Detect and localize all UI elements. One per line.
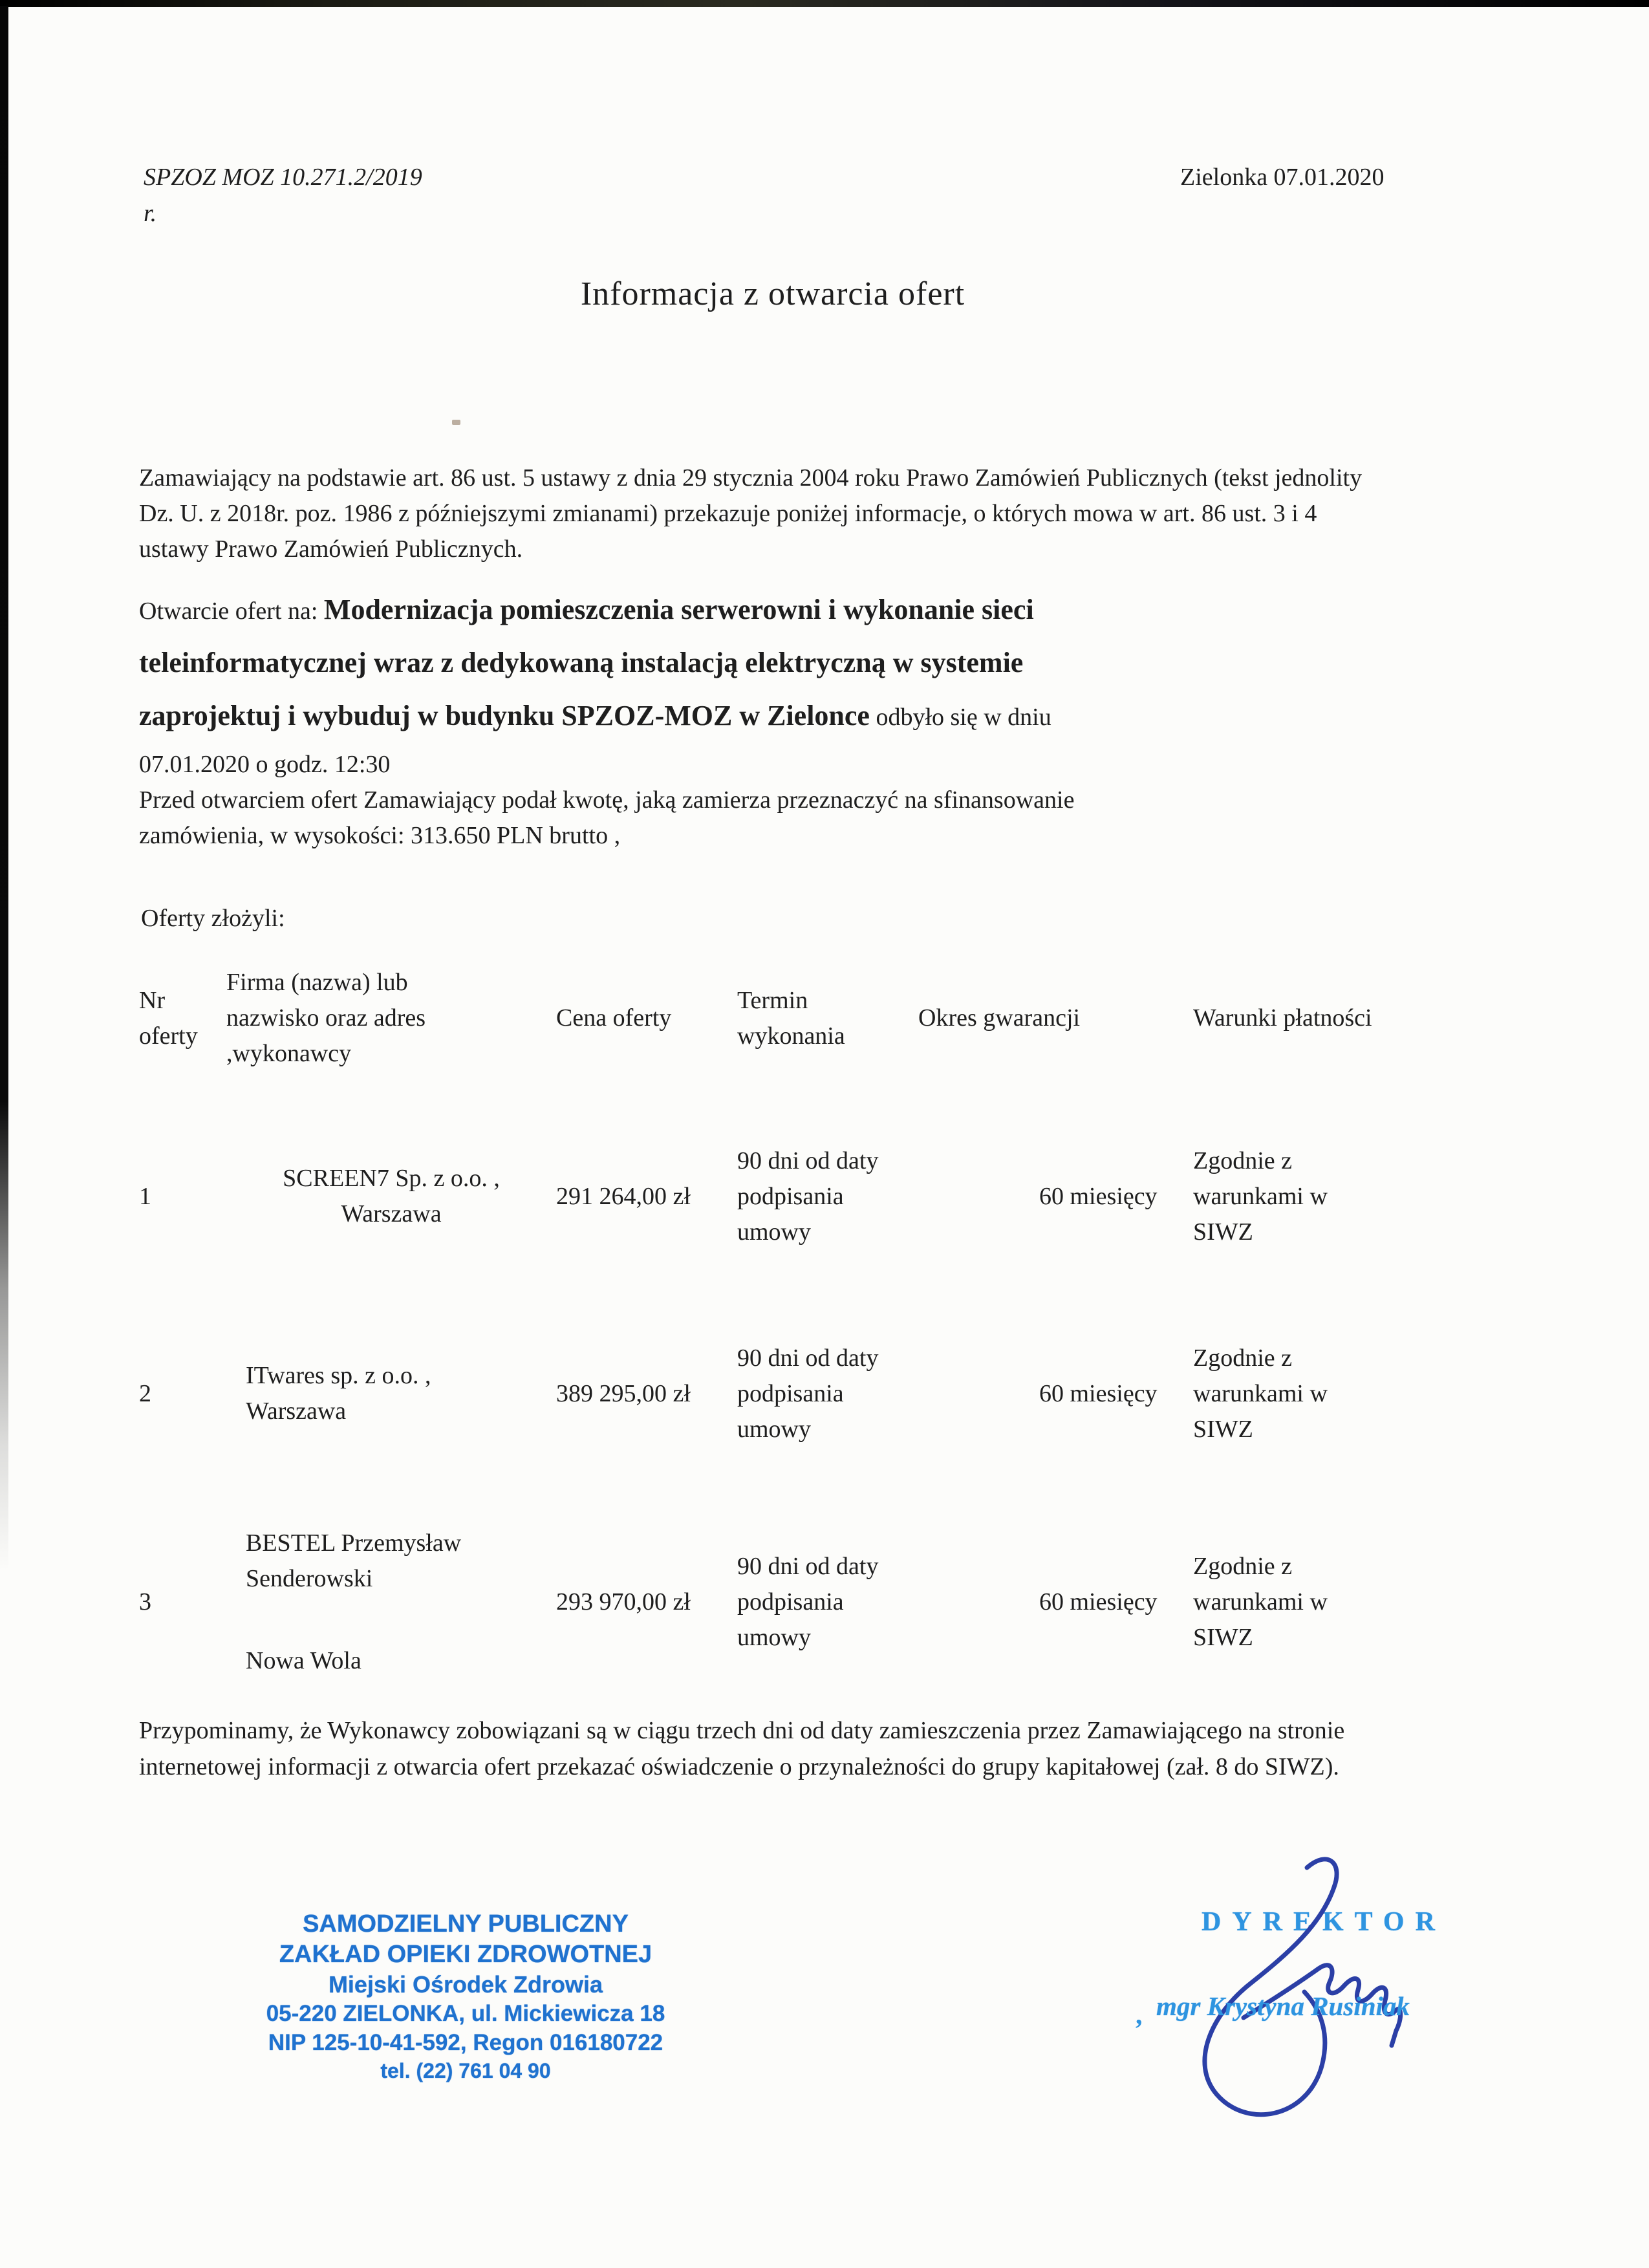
signature-comma-mark: , xyxy=(1136,2000,1143,2030)
scan-speck xyxy=(452,420,460,425)
firma-line-1: ITwares sp. z o.o. , xyxy=(246,1362,431,1389)
stamp-line: ZAKŁAD OPIEKI ZDROWOTNEJ xyxy=(279,1941,652,1968)
after-subject-text: odbyło się w dniu xyxy=(869,704,1051,731)
subject-line-3: zaprojektuj i wybuduj w budynku SPZOZ-MOZ w Zielonce xyxy=(139,700,870,731)
institution-stamp xyxy=(207,1909,724,2085)
offer-nr: 1 xyxy=(139,1182,151,1210)
firma-line-1: BESTEL Przemysław Senderowski xyxy=(246,1529,462,1592)
subject-line-2: teleinformatycznej wraz z dedykowaną instalacją elektryczną w systemie xyxy=(139,647,1024,678)
offer-termin: 90 dni od daty podpisania umowy xyxy=(737,1147,879,1246)
subject-line-1: Modernizacja pomieszczenia serwerowni i wykonanie sieci xyxy=(323,594,1034,625)
offers-label: Oferty złożyli: xyxy=(141,905,285,932)
director-role-stamp: DYREKTOR xyxy=(1202,1907,1446,1937)
table-row xyxy=(139,1099,1458,1293)
firma-line-2: Warszawa xyxy=(246,1398,347,1425)
opening-section xyxy=(139,584,1387,854)
col-header-gwarancja: Okres gwarancji xyxy=(918,1004,1081,1031)
stamp-line: tel. (22) 761 04 90 xyxy=(380,2059,551,2082)
offer-termin: 90 dni od daty podpisania umowy xyxy=(737,1553,879,1651)
document-title: Informacja z otwarcia ofert xyxy=(580,275,965,312)
col-header-nr: Nr oferty xyxy=(139,986,198,1050)
offer-nr: 2 xyxy=(139,1379,151,1407)
table-row xyxy=(139,1491,1458,1714)
offer-nr: 3 xyxy=(139,1588,151,1615)
offer-cena: 293 970,00 zł xyxy=(556,1588,691,1615)
offer-termin: 90 dni od daty podpisania umowy xyxy=(737,1344,879,1443)
reference-number xyxy=(144,159,422,232)
firma-line-2: Nowa Wola xyxy=(246,1647,361,1674)
offer-platnosc: Zgodnie z warunkami w SIWZ xyxy=(1193,1344,1328,1443)
stamp-line: SAMODZIELNY PUBLICZNY xyxy=(303,1910,629,1938)
budget-line-2: zamówienia, w wysokości: 313.650 PLN brutto , xyxy=(139,822,621,849)
offer-platnosc: Zgodnie z warunkami w SIWZ xyxy=(1193,1553,1328,1651)
offer-platnosc: Zgodnie z warunkami w SIWZ xyxy=(1193,1147,1328,1246)
col-header-termin: Termin wykonania xyxy=(737,986,845,1050)
opening-lead: Otwarcie ofert na: xyxy=(139,598,324,625)
offers-table-header xyxy=(139,945,1458,1091)
offer-gwarancja: 60 miesięcy xyxy=(1039,1379,1158,1407)
reference-number-line: SPZOZ MOZ 10.271.2/2019 xyxy=(144,164,422,191)
offer-cena: 291 264,00 zł xyxy=(556,1182,691,1210)
opening-details xyxy=(139,747,1387,854)
table-row xyxy=(139,1297,1458,1491)
offer-gwarancja: 60 miesięcy xyxy=(1039,1588,1158,1615)
col-header-cena: Cena oferty xyxy=(556,1004,672,1031)
offer-cena: 389 295,00 zł xyxy=(556,1379,691,1407)
col-header-platnosc: Warunki płatności xyxy=(1193,1004,1372,1031)
intro-paragraph: Zamawiający na podstawie art. 86 ust. 5 ustawy z dnia 29 stycznia 2004 roku Prawo Zamówień Publicznych (tekst jednolity Dz. U. z 2018r. poz. 1986 z późniejszymi zmianami) przekazuje poniżej informacje, o których mowa w art. 86 ust. 3 i 4 ustawy Prawo Zamówień Publicznych. xyxy=(139,464,1363,563)
place-and-date: Zielonka 07.01.2020 xyxy=(1180,164,1385,191)
reference-number-suffix: r. xyxy=(144,200,157,227)
opening-subject xyxy=(139,584,1387,743)
firma-line-2: Warszawa xyxy=(341,1200,442,1227)
offer-firma xyxy=(226,1526,530,1679)
firma-line-1: SCREEN7 Sp. z o.o. , xyxy=(283,1165,500,1192)
offer-firma xyxy=(226,1358,530,1429)
offer-firma xyxy=(226,1161,556,1232)
stamp-line: NIP 125-10-41-592, Regon 016180722 xyxy=(268,2030,663,2055)
offer-gwarancja: 60 miesięcy xyxy=(1039,1182,1158,1210)
opening-datetime: 07.01.2020 o godz. 12:30 xyxy=(139,751,391,778)
stamp-line: Miejski Ośrodek Zdrowia xyxy=(328,1971,603,1998)
budget-line-1: Przed otwarciem ofert Zamawiający podał kwotę, jaką zamierza przeznaczyć na sfinansowanie xyxy=(139,786,1075,814)
scan-edge-top xyxy=(0,0,1649,7)
stamp-line: 05-220 ZIELONKA, ul. Mickiewicza 18 xyxy=(266,2001,665,2026)
col-header-firma: Firma (nazwa) lub nazwisko oraz adres ,wykonawcy xyxy=(226,969,426,1067)
reminder-paragraph: Przypominamy, że Wykonawcy zobowiązani są w ciągu trzech dni od daty zamieszczenia przez Zamawiającego na stronie internetowej informacji z otwarcia ofert przekazać oświadczenie o przynależności do grupy kapitałowej (zał. 8 do SIWZ). xyxy=(139,1717,1345,1780)
scan-edge-left xyxy=(0,6,8,1571)
director-name: mgr Krystyna Rusiniak xyxy=(1156,1991,1410,2021)
